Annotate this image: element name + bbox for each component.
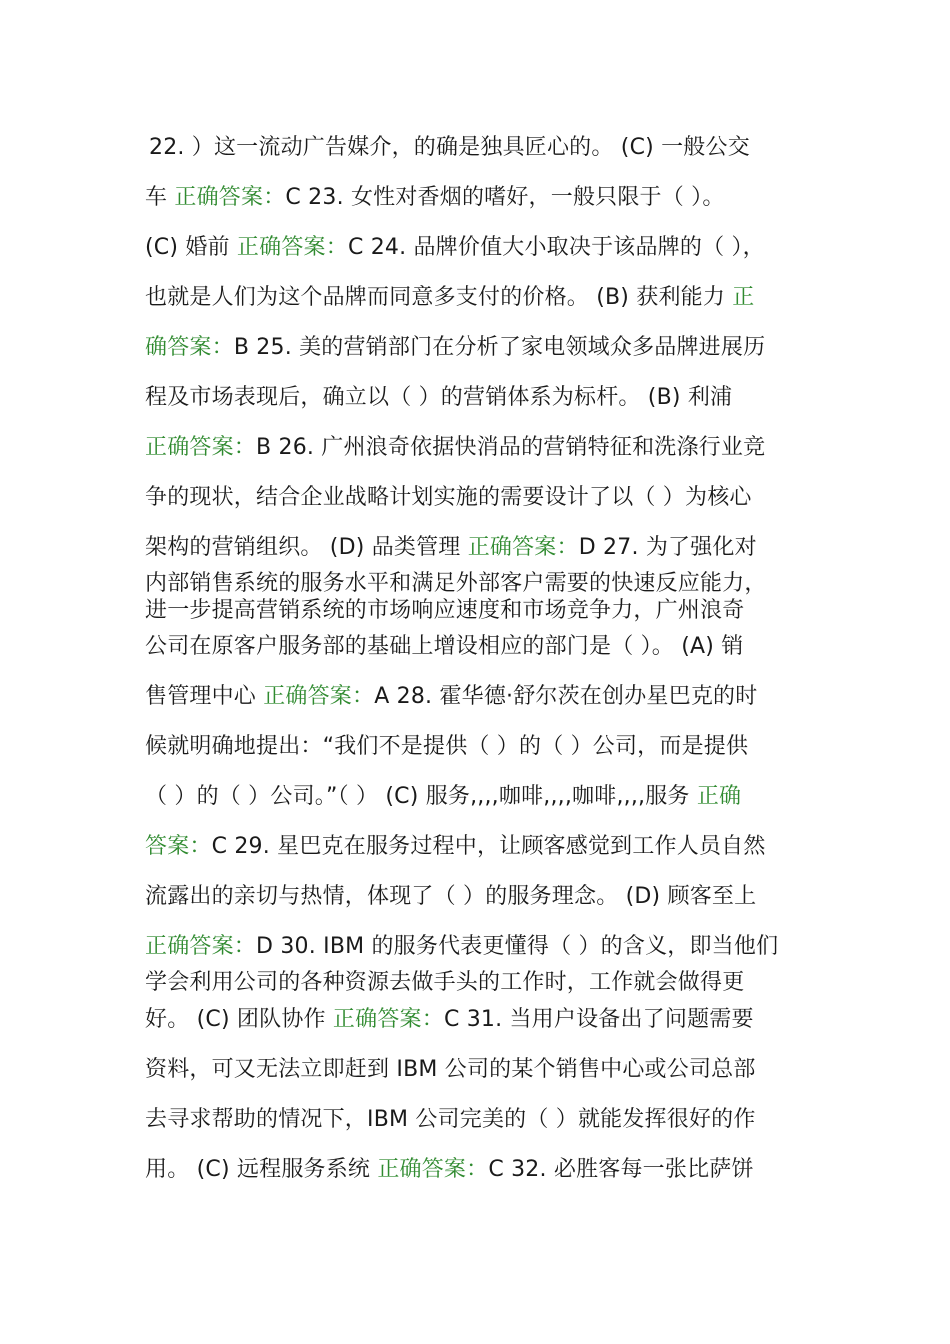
text-line xyxy=(145,484,815,512)
question-text: C 24. 品牌价值大小取决于该品牌的（ ）， xyxy=(347,235,765,260)
text-line xyxy=(145,234,815,262)
question-text: (A) 销 xyxy=(681,634,744,659)
question-text: D 27. 为了强化对 xyxy=(578,535,757,560)
answer-label: 正确答案： xyxy=(377,1157,489,1182)
question-text: 候就明确地提出：“我们不是提供（ ）的（ ）公司，而是提供 xyxy=(145,734,749,759)
text-line xyxy=(145,334,815,362)
question-text: 用。 xyxy=(145,1157,197,1182)
question-text: （ ）的（ ）公司。”（ ） xyxy=(145,784,386,809)
answer-label: 正确答案： xyxy=(236,235,348,260)
question-text: A 28. 霍华德·舒尔茨在创办星巴克的时 xyxy=(374,684,758,709)
text-line xyxy=(145,833,815,861)
question-text: 车 xyxy=(145,185,175,210)
question-text: 好。 xyxy=(145,1007,197,1032)
question-text: 资料，可又无法立即赶到 IBM 公司的某个销售中心或公司总部 xyxy=(145,1057,756,1082)
question-text: (B) 利浦 xyxy=(647,385,733,410)
answer-label: 正确答案： xyxy=(145,934,257,959)
question-text: 去寻求帮助的情况下，IBM 公司完美的（ ）就能发挥很好的作 xyxy=(145,1107,756,1132)
question-text: 争的现状，结合企业战略计划实施的需要设计了以（ ）为核心 xyxy=(145,485,752,510)
text-line xyxy=(145,284,815,312)
answer-label: 正确答案： xyxy=(145,435,257,460)
answer-label: 答案： xyxy=(145,834,212,859)
question-text: (C) 一般公交 xyxy=(620,135,750,160)
question-text: C 29. 星巴克在服务过程中，让顾客感觉到工作人员自然 xyxy=(211,834,766,859)
answer-label: 正确 xyxy=(696,784,742,809)
question-text: (C) 团队协作 xyxy=(196,1007,333,1032)
answer-label: 正确答案： xyxy=(467,535,579,560)
question-text: B 25. 美的营销部门在分析了家电领域众多品牌进展历 xyxy=(233,335,766,360)
question-text: (D) 顾客至上 xyxy=(625,884,757,909)
text-line xyxy=(145,633,815,661)
text-line xyxy=(145,534,815,562)
answer-label: 正 xyxy=(732,285,755,310)
text-line xyxy=(145,1156,815,1184)
question-text: C 31. 当用户设备出了问题需要 xyxy=(443,1007,754,1032)
question-text: 内部销售系统的服务水平和满足外部客户需要的快速反应能力， xyxy=(145,571,767,596)
question-text: (B) 获利能力 xyxy=(596,285,733,310)
text-line xyxy=(145,933,815,961)
text-line xyxy=(145,434,815,462)
text-line xyxy=(145,969,815,997)
text-line xyxy=(145,1006,815,1034)
question-text: 进一步提高营销系统的市场响应速度和市场竞争力，广州浪奇 xyxy=(145,598,745,623)
question-text: (C) 服务,,,,咖啡,,,,咖啡,,,,服务 xyxy=(385,784,697,809)
text-line xyxy=(145,683,815,711)
text-line xyxy=(145,1106,815,1134)
answer-label: 正确答案： xyxy=(174,185,286,210)
question-text: 流露出的亲切与热情，体现了（ ）的服务理念。 xyxy=(145,884,626,909)
question-text: 22. ）这一流动广告媒介，的确是独具匠心的。 xyxy=(149,135,621,160)
question-text: (D) 品类管理 xyxy=(329,535,468,560)
text-line xyxy=(145,570,815,598)
question-text: 学会利用公司的各种资源去做手头的工作时，工作就会做得更 xyxy=(145,970,745,995)
question-text: (C) 婚前 xyxy=(145,235,237,260)
text-line xyxy=(149,134,819,162)
answer-label: 正确答案： xyxy=(263,684,375,709)
text-line xyxy=(145,733,815,761)
answer-label: 正确答案： xyxy=(332,1007,444,1032)
question-text: 公司在原客户服务部的基础上增设相应的部门是（ ）。 xyxy=(145,634,682,659)
question-text: 也就是人们为这个品牌而同意多支付的价格。 xyxy=(145,285,597,310)
question-text: C 32. 必胜客每一张比萨饼 xyxy=(488,1157,754,1182)
question-text: 程及市场表现后，确立以（ ）的营销体系为标杆。 xyxy=(145,385,648,410)
text-line xyxy=(145,883,815,911)
answer-label: 确答案： xyxy=(145,335,234,360)
question-text: D 30. IBM 的服务代表更懂得（ ）的含义，即当他们 xyxy=(256,934,779,959)
text-line xyxy=(145,1056,815,1084)
text-line xyxy=(145,783,815,811)
text-line xyxy=(145,184,815,212)
question-text: B 26. 广州浪奇依据快消品的营销特征和洗涤行业竞 xyxy=(256,435,766,460)
text-line xyxy=(145,384,815,412)
question-text: C 23. 女性对香烟的嗜好，一般只限于（ ）。 xyxy=(285,185,725,210)
question-text: 架构的营销组织。 xyxy=(145,535,330,560)
text-line xyxy=(145,597,815,625)
question-text: (C) 远程服务系统 xyxy=(196,1157,378,1182)
question-text: 售管理中心 xyxy=(145,684,264,709)
